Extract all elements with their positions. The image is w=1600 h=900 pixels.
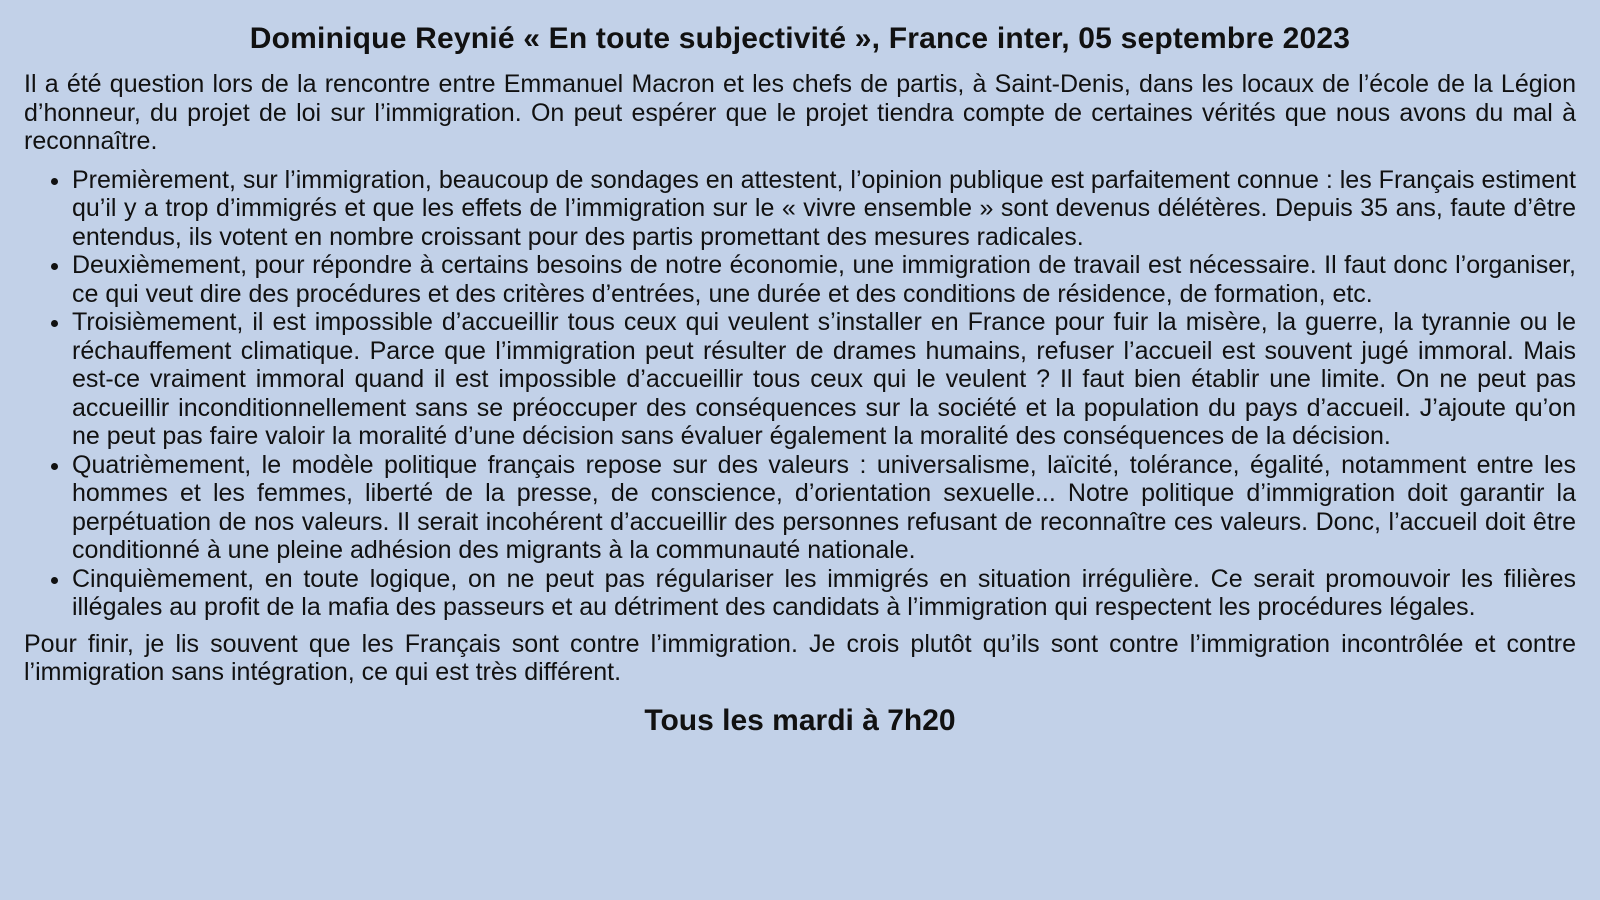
points-list	[24, 166, 1576, 622]
point-item-2: • Deuxièmement, pour répondre à certains besoins de notre économie, une immigration de travail est nécessaire. Il faut donc l’organiser, ce qui veut dire des procédures et des critères d’entrées, une durée et des conditions de résidence, de formation, etc.	[72, 251, 1576, 308]
document-title: Dominique Reynié « En toute subjectivité », France inter, 05 septembre 2023	[249, 22, 1351, 55]
point-item-1: • Premièrement, sur l’immigration, beaucoup de sondages en attestent, l’opinion publique est parfaitement connue : les Français estiment qu’il y a trop d’immigrés et que les effets de l’immigration sur le « vivre ensemble » sont devenus délétères. Depuis 35 ans, faute d’être entendus, ils votent en nombre croissant pour des partis promettant des mesures radicales.	[72, 166, 1576, 252]
point-item-4: • Quatrièmement, le modèle politique français repose sur des valeurs : universalisme, laïcité, tolérance, égalité, notamment entre les hommes et les femmes, liberté de la presse, de conscience, d’orientation sexuelle... Notre politique d’immigration doit garantir la perpétuation de nos valeurs. Il serait incohérent d’accueillir des personnes refusant de reconnaître ces valeurs. Donc, l’accueil doit être conditionné à une pleine adhésion des migrants à la communauté nationale.	[72, 451, 1576, 565]
broadcast-schedule: Tous les mardi à 7h20	[644, 703, 956, 737]
intro-paragraph: Il a été question lors de la rencontre entre Emmanuel Macron et les chefs de partis, à Saint-Denis, dans les locaux de l’école de la Légion d’honneur, du projet de loi sur l’immigration. On peut espérer que le projet tiendra compte de certaines vérités que nous avons du mal à reconnaître.	[24, 70, 1576, 155]
point-item-3: • Troisièmement, il est impossible d’accueillir tous ceux qui veulent s’installer en France pour fuir la misère, la guerre, la tyrannie ou le réchauffement climatique. Parce que l’immigration peut résulter de drames humains, refuser l’accueil est souvent jugé immoral. Mais est-ce vraiment immoral quand il est impossible d’accueillir tous ceux qui le veulent ? Il faut bien établir une limite. On ne peut pas accueillir inconditionnellement sans se préoccuper des conséquences sur la société et la population du pays d’accueil. J’ajoute qu’on ne peut pas faire valoir la moralité d’une décision sans évaluer également la moralité des conséquences de la décision.	[72, 308, 1576, 451]
conclusion-paragraph: Pour finir, je lis souvent que les Français sont contre l’immigration. Je crois plutôt qu’ils sont contre l’immigration incontrôlée et contre l’immigration sans intégration, ce qui est très différent.	[24, 629, 1576, 686]
point-item-5: • Cinquièmement, en toute logique, on ne peut pas régulariser les immigrés en situation irrégulière. Ce serait promouvoir les filières illégales au profit de la mafia des passeurs et au détriment des candidats à l’immigration qui respectent les procédures légales.	[72, 565, 1576, 622]
